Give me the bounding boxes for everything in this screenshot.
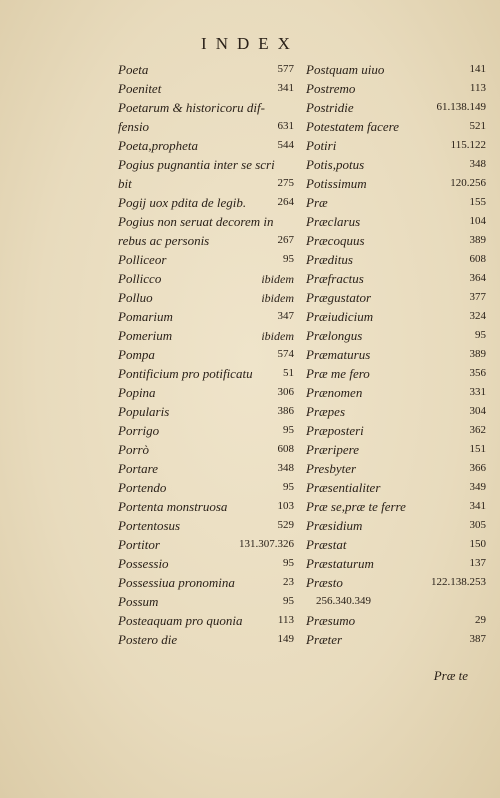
index-page-ref: 149 — [277, 633, 294, 645]
index-page-ref: 366 — [469, 462, 486, 474]
index-page-ref: 95 — [283, 424, 294, 436]
index-page-ref: 304 — [469, 405, 486, 417]
index-page-ref: ibidem — [261, 291, 294, 305]
index-page-ref: 95 — [475, 329, 486, 341]
index-entry — [118, 404, 294, 423]
index-page-ref: 574 — [277, 348, 294, 360]
index-term: Præiudicium — [306, 309, 374, 324]
index-term: Poetarum & historicoru dif- — [118, 100, 265, 115]
index-entry — [306, 632, 486, 651]
index-term: Poeta — [118, 62, 149, 77]
index-page-ref: 529 — [277, 519, 294, 531]
index-page-ref: 341 — [469, 500, 486, 512]
index-entry — [306, 138, 486, 157]
index-entry — [118, 556, 294, 575]
index-term: Præfractus — [306, 271, 364, 286]
index-entry — [306, 423, 486, 442]
index-term: Potestatem facere — [306, 119, 400, 134]
index-term: Præstaturum — [306, 556, 374, 571]
index-entry — [306, 100, 486, 119]
index-term: Portitor — [118, 537, 160, 552]
index-entry — [306, 252, 486, 271]
index-term: Postquam uiuo — [306, 62, 385, 77]
index-term: Pogij uox pdita de legib. — [118, 195, 247, 210]
index-term: bit — [118, 176, 132, 191]
index-entry — [306, 309, 486, 328]
index-page-ref: 131.307.326 — [239, 538, 294, 550]
index-term: Presbyter — [306, 461, 357, 476]
index-entry — [306, 347, 486, 366]
index-term: Pogius non seruat decorem in — [118, 214, 274, 229]
index-page-ref: 348 — [469, 158, 486, 170]
index-entry — [306, 271, 486, 290]
index-page-ref: 95 — [283, 595, 294, 607]
index-entry — [118, 81, 294, 100]
index-term: Præditus — [306, 252, 353, 267]
index-term: Polluo — [118, 290, 153, 305]
index-term: Præclarus — [306, 214, 361, 229]
index-page-ref: 349 — [469, 481, 486, 493]
index-page-ref: 267 — [277, 234, 294, 246]
index-entry — [306, 518, 486, 537]
index-entry — [306, 594, 486, 613]
index-term: Præmaturus — [306, 347, 371, 362]
index-entry — [118, 480, 294, 499]
index-term: Popina — [118, 385, 156, 400]
page-title: INDEX — [201, 34, 299, 53]
index-page-ref: 120.256 — [450, 177, 486, 189]
index-term: Præ — [306, 195, 328, 210]
index-page-ref: 113 — [469, 82, 486, 94]
index-term: Præsto — [306, 575, 343, 590]
index-term: Posteaquam pro quonia — [118, 613, 243, 628]
index-page-ref: 104 — [469, 215, 486, 227]
index-page-ref: 115.122 — [450, 139, 486, 151]
index-term: Pompa — [118, 347, 155, 362]
index-entry — [118, 119, 294, 138]
index-entry — [306, 366, 486, 385]
index-term: Præripere — [306, 442, 359, 457]
index-entry — [118, 214, 294, 233]
index-term: Potissimum — [306, 176, 367, 191]
index-page-ref: 51 — [283, 367, 294, 379]
index-page-ref: 275 — [277, 177, 294, 189]
index-page-ref: 364 — [469, 272, 486, 284]
index-entry — [118, 309, 294, 328]
index-entry — [118, 613, 294, 632]
index-column-right — [306, 62, 486, 651]
index-term: fensio — [118, 119, 150, 134]
index-entry — [118, 461, 294, 480]
index-term: Polliceor — [118, 252, 167, 267]
index-entry — [306, 442, 486, 461]
index-term: Poenitet — [118, 81, 162, 96]
index-page-ref: 155 — [469, 196, 486, 208]
index-term: Postremo — [306, 81, 356, 96]
index-entry — [306, 176, 486, 195]
index-page-ref: 95 — [283, 481, 294, 493]
index-page-ref: 389 — [469, 348, 486, 360]
index-entry — [118, 366, 294, 385]
index-term: Præpes — [306, 404, 345, 419]
index-entry — [118, 252, 294, 271]
index-term: Pollicco — [118, 271, 162, 286]
index-page-ref: 23 — [283, 576, 294, 588]
index-page-ref: 122.138.253 — [431, 576, 486, 588]
index-page-ref: ibidem — [261, 272, 294, 286]
index-page-ref: 324 — [469, 310, 486, 322]
index-entry — [306, 537, 486, 556]
index-page-ref: 521 — [469, 120, 486, 132]
index-entry — [118, 347, 294, 366]
index-page-ref: 362 — [469, 424, 486, 436]
index-term: Portentosus — [118, 518, 181, 533]
index-term: Porrò — [118, 442, 150, 457]
index-term: Pogius pugnantia inter se scri — [118, 157, 275, 172]
index-page-ref: 608 — [469, 253, 486, 265]
catchword: Præ te — [433, 668, 468, 683]
index-page-ref: 387 — [469, 633, 486, 645]
index-entry — [118, 233, 294, 252]
index-term: Postridie — [306, 100, 354, 115]
index-page-ref: 305 — [469, 519, 486, 531]
index-entry — [118, 157, 294, 176]
index-term: Popularis — [118, 404, 170, 419]
index-entry — [306, 499, 486, 518]
index-term: Portenta monstruosa — [118, 499, 228, 514]
index-term: Præ me fero — [306, 366, 370, 381]
index-entry — [118, 328, 294, 347]
index-page-ref: 264 — [277, 196, 294, 208]
index-term: Possum — [118, 594, 159, 609]
index-term: Possessiua pronomina — [118, 575, 235, 590]
index-entry — [118, 62, 294, 81]
index-entry — [118, 100, 294, 119]
index-page-ref: 150 — [469, 538, 486, 550]
index-entry — [306, 461, 486, 480]
index-entry — [118, 176, 294, 195]
index-term: Potis,potus — [306, 157, 365, 172]
index-entry — [306, 81, 486, 100]
index-page-ref: 256.340.349 — [316, 595, 371, 607]
index-page-ref: 61.138.149 — [436, 101, 486, 113]
index-term: Præ se,præ te ferre — [306, 499, 406, 514]
index-page-ref: 389 — [469, 234, 486, 246]
index-entry — [118, 385, 294, 404]
index-term: Pomarium — [118, 309, 173, 324]
index-term: Prælongus — [306, 328, 363, 343]
index-page-ref: 306 — [277, 386, 294, 398]
index-page-ref: 141 — [469, 63, 486, 75]
index-term: Prægustator — [306, 290, 372, 305]
index-term: Porrigo — [118, 423, 160, 438]
index-page-ref: 29 — [475, 614, 486, 626]
index-term: Potiri — [306, 138, 337, 153]
index-term: rebus ac personis — [118, 233, 210, 248]
index-entry — [306, 385, 486, 404]
index-term: Pomerium — [118, 328, 173, 343]
index-term: Præsentialiter — [306, 480, 381, 495]
index-term: Præsidium — [306, 518, 363, 533]
index-entry — [306, 62, 486, 81]
index-page-ref: 137 — [469, 557, 486, 569]
index-term: Præsumo — [306, 613, 356, 628]
index-page-ref: 331 — [469, 386, 486, 398]
index-page-ref: 95 — [283, 253, 294, 265]
index-page-ref: 347 — [277, 310, 294, 322]
index-entry — [118, 575, 294, 594]
index-page-ref: 608 — [277, 443, 294, 455]
index-entry — [306, 575, 486, 594]
index-entry — [118, 537, 294, 556]
index-entry — [306, 556, 486, 575]
index-term: Præcoquus — [306, 233, 365, 248]
index-term: Pontificium pro potificatu — [118, 366, 253, 381]
index-entry — [118, 632, 294, 651]
index-page-ref: 151 — [469, 443, 486, 455]
index-page-ref: 544 — [277, 139, 294, 151]
index-entry — [118, 423, 294, 442]
index-term: Portare — [118, 461, 158, 476]
index-entry — [118, 195, 294, 214]
index-page-ref: 103 — [277, 500, 294, 512]
index-entry — [306, 214, 486, 233]
index-term: Possessio — [118, 556, 169, 571]
index-entry — [118, 442, 294, 461]
index-page-ref: ibidem — [261, 329, 294, 343]
index-entry — [118, 518, 294, 537]
index-entry — [306, 290, 486, 309]
index-term: Postero die — [118, 632, 178, 647]
index-entry — [306, 480, 486, 499]
index-entry — [306, 404, 486, 423]
index-page-ref: 113 — [277, 614, 294, 626]
index-entry — [306, 119, 486, 138]
index-term: Prænomen — [306, 385, 363, 400]
index-entry — [118, 499, 294, 518]
index-page-ref: 348 — [277, 462, 294, 474]
index-entry — [306, 157, 486, 176]
index-term: Præposteri — [306, 423, 364, 438]
index-page-ref: 631 — [277, 120, 294, 132]
index-term: Præstat — [306, 537, 347, 552]
index-entry — [306, 195, 486, 214]
index-entry — [306, 613, 486, 632]
index-entry — [118, 594, 294, 613]
index-page-ref: 95 — [283, 557, 294, 569]
index-page-ref: 386 — [277, 405, 294, 417]
index-term: Poeta,propheta — [118, 138, 199, 153]
index-entry — [118, 138, 294, 157]
index-page-ref: 377 — [469, 291, 486, 303]
index-page-ref: 356 — [469, 367, 486, 379]
index-page-ref: 341 — [277, 82, 294, 94]
index-entry — [118, 290, 294, 309]
index-term: Præter — [306, 632, 343, 647]
index-entry — [306, 328, 486, 347]
index-entry — [306, 233, 486, 252]
index-term: Portendo — [118, 480, 167, 495]
index-entry — [118, 271, 294, 290]
index-page-ref: 577 — [277, 63, 294, 75]
index-column-left — [118, 62, 294, 651]
